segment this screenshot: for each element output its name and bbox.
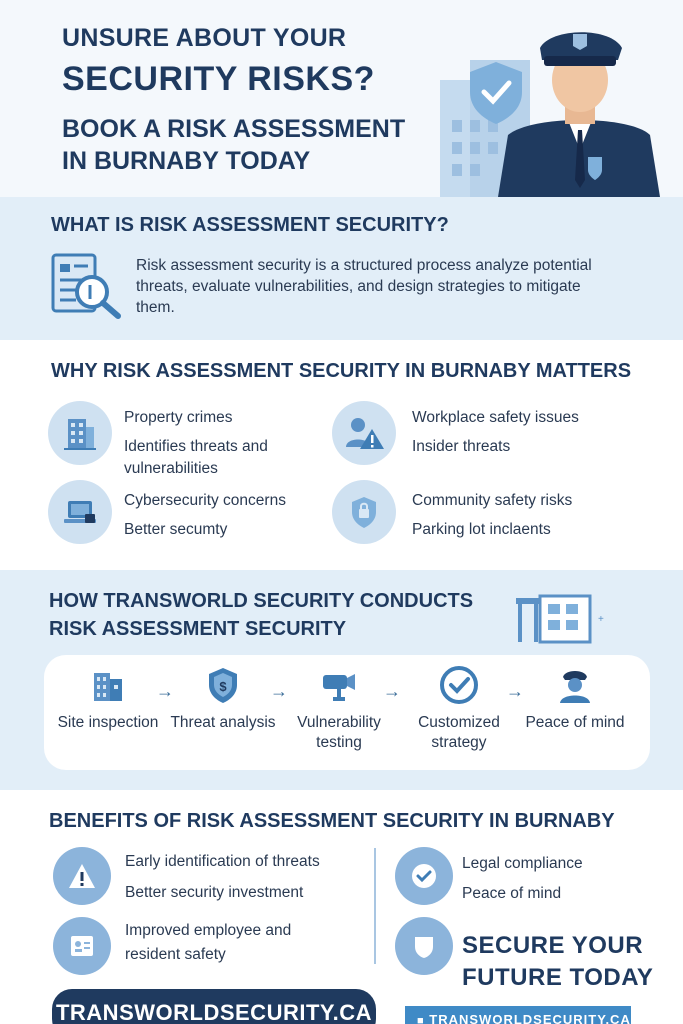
cta-line2: FUTURE TODAY <box>462 964 654 991</box>
why-item-1-line2: Identifies threats and vulnerabilities <box>124 438 268 477</box>
cta-heading <box>462 930 653 994</box>
how-heading-line2: RISK ASSESSMENT SECURITY <box>49 618 347 640</box>
why-item-3-line2: Better secumty <box>124 521 228 538</box>
how-heading <box>49 587 473 643</box>
hero-line-2: SECURITY RISKS? <box>62 60 375 98</box>
why-item-4-line1: Community safety risks <box>412 492 573 509</box>
how-heading-line1: HOW TRANSWORLD SECURITY CONDUCTS <box>49 590 474 612</box>
arrow-icon: → <box>270 681 288 701</box>
step-label: Vulnerability testing <box>297 714 381 751</box>
benefits-section <box>0 790 683 1024</box>
hero-section <box>0 0 683 197</box>
step-label: Customized strategy <box>418 714 500 751</box>
lock-icon: ■ <box>417 1015 425 1024</box>
check-icon <box>395 847 453 905</box>
benefit-right-1-line2: Peace of mind <box>462 885 562 902</box>
website-button[interactable]: TRANSWORLDSECURITY.CA <box>52 989 376 1024</box>
guard-icon <box>555 665 595 705</box>
hero-line-4: IN BURNABY TODAY <box>62 147 311 175</box>
why-item-1-line1: Property crimes <box>124 409 233 426</box>
why-section <box>0 340 683 570</box>
website-link[interactable] <box>405 1006 631 1024</box>
benefits-heading: BENEFITS OF RISK ASSESSMENT SECURITY IN BURNABY <box>49 810 615 832</box>
cta-line1: SECURE YOUR <box>462 932 644 959</box>
why-item-2-line2: Insider threats <box>412 438 511 455</box>
what-is-section <box>0 197 683 340</box>
shield-icon <box>203 665 243 705</box>
hero-line-3: BOOK A RISK ASSESSMENT <box>62 115 406 143</box>
arrow-icon: → <box>506 681 524 701</box>
warning-icon <box>53 847 111 905</box>
what-body: Risk assessment security is a structured process analyze potential threats, evaluate vulnerabilities, and design strategies to mitigate them. <box>136 257 592 316</box>
office-building-icon <box>510 586 610 646</box>
shield-icon <box>395 917 453 975</box>
benefit-left-2-line1: Improved employee and resident safety <box>125 922 292 963</box>
hero-line-1: UNSURE ABOUT YOUR <box>62 24 347 52</box>
what-heading: WHAT IS RISK ASSESSMENT SECURITY? <box>51 214 449 236</box>
divider <box>374 848 376 964</box>
arrow-icon: → <box>383 681 401 701</box>
id-badge-icon <box>53 917 111 975</box>
person-warning-icon <box>332 401 396 465</box>
website-link-text: TRANSWORLDSECURITY.CA <box>429 1012 631 1024</box>
svg-text:+: + <box>598 614 604 625</box>
step-label: Threat analysis <box>170 714 276 731</box>
document-search-icon <box>50 252 125 322</box>
svg-text:$: $ <box>219 679 227 694</box>
benefit-left-1-line1: Early identification of threats <box>125 853 320 870</box>
benefit-right-1-line1: Legal compliance <box>462 855 583 872</box>
check-circle-icon <box>439 665 479 705</box>
security-guard-illustration <box>430 20 680 197</box>
step-label: Site inspection <box>57 714 159 731</box>
shield-lock-icon <box>332 480 396 544</box>
process-steps-panel <box>44 655 650 770</box>
building-icon <box>88 665 128 705</box>
camera-icon <box>319 665 359 705</box>
how-section <box>0 570 683 790</box>
step-label: Peace of mind <box>525 714 625 731</box>
why-item-2-line1: Workplace safety issues <box>412 409 579 426</box>
laptop-lock-icon <box>48 480 112 544</box>
building-icon <box>48 401 112 465</box>
why-heading: WHY RISK ASSESSMENT SECURITY IN BURNABY MATTERS <box>51 360 632 382</box>
why-item-4-line2: Parking lot inclaents <box>412 521 551 538</box>
why-item-3-line1: Cybersecurity concerns <box>124 492 286 509</box>
benefit-left-1-line2: Better security investment <box>125 884 304 901</box>
arrow-icon: → <box>156 681 174 701</box>
